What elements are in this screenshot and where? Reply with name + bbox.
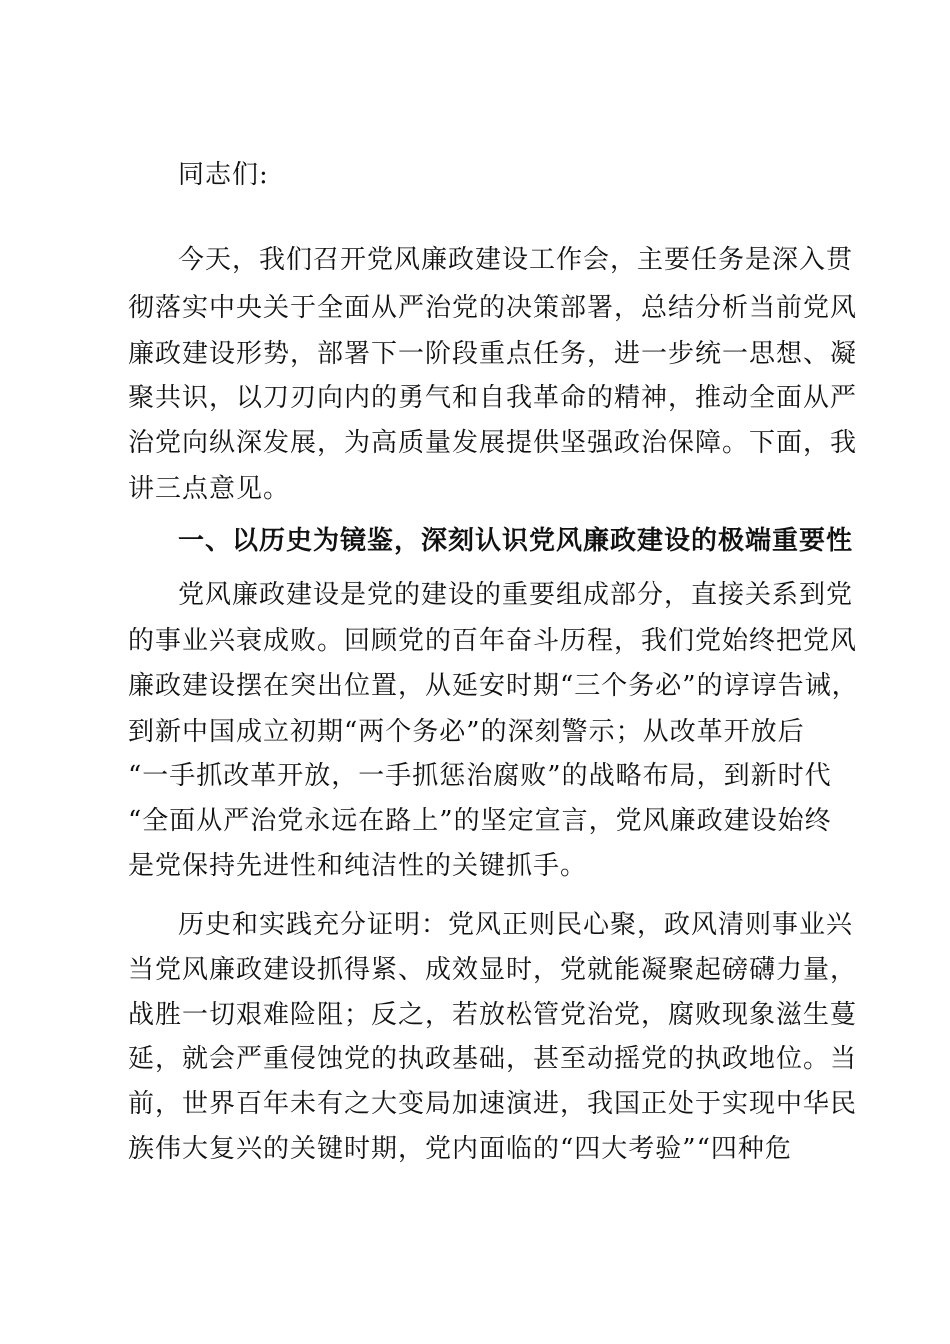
paragraph-3-line-3: 战胜一切艰难险阻；反之，若放松管党治党，腐败现象滋生蔓 (128, 1000, 858, 1030)
paragraph-3-line-5: 前，世界百年未有之大变局加速演进，我国正处于实现中华民 (128, 1089, 858, 1119)
paragraph-2-line-7: 是党保持先进性和纯洁性的关键抓手。 (128, 851, 588, 881)
paragraph-1-line-1: 今天，我们召开党风廉政建设工作会，主要任务是深入贯 (178, 245, 854, 275)
paragraph-1-line-4: 聚共识，以刀刃向内的勇气和自我革命的精神，推动全面从严 (128, 383, 858, 413)
paragraph-2-line-6: “全面从严治党永远在路上”的坚定宣言，党风廉政建设始终 (128, 806, 832, 836)
greeting: 同志们: (178, 160, 269, 190)
paragraph-1-line-3: 廉政建设形势，部署下一阶段重点任务，进一步统一思想、凝 (128, 339, 858, 369)
paragraph-2-line-4: 到新中国成立初期“两个务必”的深刻警示；从改革开放后 (128, 717, 805, 747)
paragraph-2-line-5: “一手抓改革开放，一手抓惩治腐败”的战略布局，到新时代 (128, 761, 832, 791)
section-heading-1: 一、以历史为镜鉴，深刻认识党风廉政建设的极端重要性 (178, 526, 854, 556)
paragraph-2-line-1: 党风廉政建设是党的建设的重要组成部分，直接关系到党 (178, 580, 854, 610)
paragraph-3-line-4: 延，就会严重侵蚀党的执政基础，甚至动摇党的执政地位。当 (128, 1044, 858, 1074)
paragraph-2-line-2: 的事业兴衰成败。回顾党的百年奋斗历程，我们党始终把党风 (128, 626, 858, 656)
paragraph-2-line-3: 廉政建设摆在突出位置，从延安时期“三个务必”的谆谆告诫， (128, 671, 859, 701)
paragraph-3-line-1: 历史和实践充分证明：党风正则民心聚，政风清则事业兴 (178, 910, 854, 940)
paragraph-1-line-5: 治党向纵深发展，为高质量发展提供坚强政治保障。下面，我 (128, 428, 858, 458)
paragraph-3-line-6: 族伟大复兴的关键时期，党内面临的“四大考验”“四种危 (128, 1134, 792, 1164)
paragraph-1-line-6: 讲三点意见。 (128, 474, 291, 504)
paragraph-1-line-2: 彻落实中央关于全面从严治党的决策部署，总结分析当前党风 (128, 293, 858, 323)
paragraph-3-line-2: 当党风廉政建设抓得紧、成效显时，党就能凝聚起磅礴力量， (128, 955, 858, 985)
